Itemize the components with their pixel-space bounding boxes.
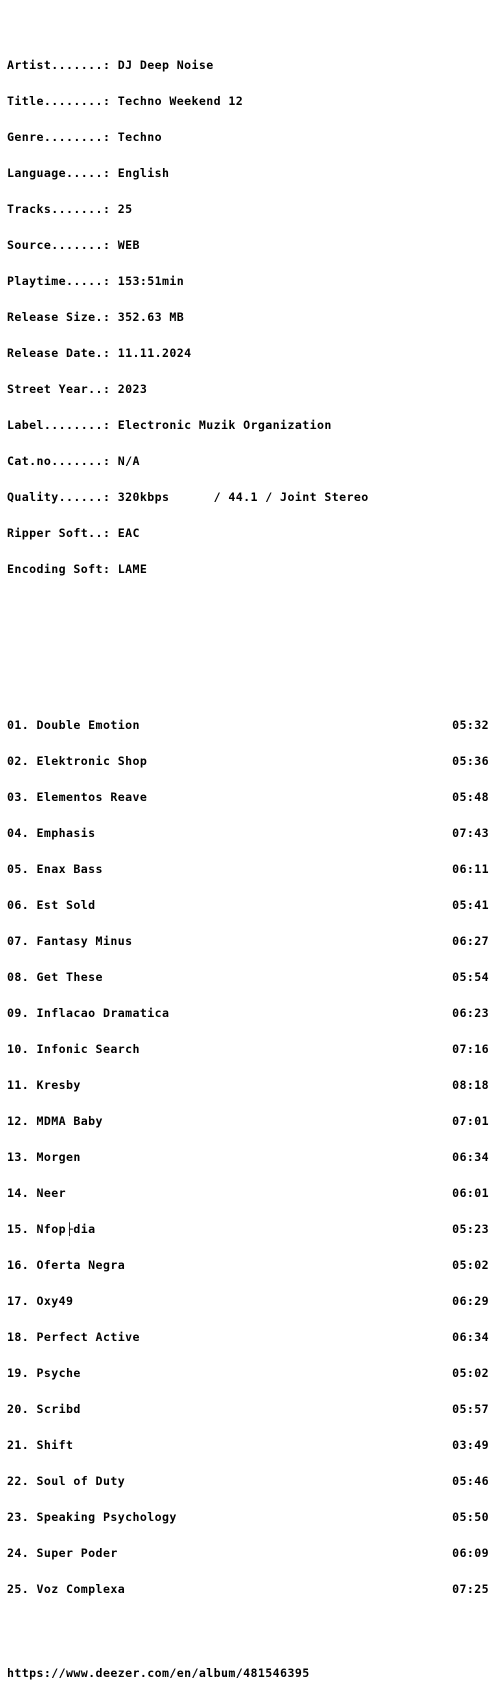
track-time: 06:34: [452, 1330, 489, 1344]
track-title: 03. Elementos Reave: [7, 790, 148, 804]
catno-line: Cat.no.......: N/A: [7, 454, 140, 468]
track-time: 06:27: [452, 934, 489, 948]
track-row: [7, 1439, 489, 1451]
track-row: [7, 827, 489, 839]
release-date-line: Release Date.: 11.11.2024: [7, 346, 192, 360]
track-title: 12. MDMA Baby: [7, 1114, 103, 1128]
ripper-soft-line: Ripper Soft..: EAC: [7, 526, 140, 540]
track-title: 07. Fantasy Minus: [7, 934, 133, 948]
track-title: 09. Inflacao Dramatica: [7, 1006, 170, 1020]
track-title: 04. Emphasis: [7, 826, 96, 840]
track-row: [7, 899, 489, 911]
track-row: [7, 1115, 489, 1127]
track-title: 16. Oferta Negra: [7, 1258, 126, 1272]
spacer: [7, 635, 489, 659]
track-title: 23. Speaking Psychology: [7, 1510, 177, 1524]
track-row: [7, 1547, 489, 1559]
track-row: [7, 1187, 489, 1199]
playtime-line: Playtime.....: 153:51min: [7, 274, 185, 288]
track-title: 17. Oxy49: [7, 1294, 74, 1308]
track-time: 03:49: [452, 1438, 489, 1452]
track-time: 05:02: [452, 1366, 489, 1380]
track-time: 05:46: [452, 1474, 489, 1488]
track-time: 06:23: [452, 1006, 489, 1020]
track-time: 06:11: [452, 862, 489, 876]
encoding-soft-line: Encoding Soft: LAME: [7, 562, 148, 576]
track-time: 06:09: [452, 1546, 489, 1560]
track-time: 05:23: [452, 1222, 489, 1236]
release-size-line: Release Size.: 352.63 MB: [7, 310, 185, 324]
track-time: 05:57: [452, 1402, 489, 1416]
track-time: 07:43: [452, 826, 489, 840]
title-line: Title........: Techno Weekend 12: [7, 94, 244, 108]
track-row: [7, 1043, 489, 1055]
track-time: 05:02: [452, 1258, 489, 1272]
track-row: [7, 971, 489, 983]
track-title: 11. Kresby: [7, 1078, 81, 1092]
track-title: 02. Elektronic Shop: [7, 754, 148, 768]
track-title: 20. Scribd: [7, 1402, 81, 1416]
track-title: 21. Shift: [7, 1438, 74, 1452]
quality-line: Quality......: 320kbps / 44.1 / Joint Stereo: [7, 490, 369, 504]
release-info: [7, 35, 489, 599]
track-row: [7, 1367, 489, 1379]
track-row: [7, 935, 489, 947]
genre-line: Genre........: Techno: [7, 130, 162, 144]
track-title: 24. Super Poder: [7, 1546, 118, 1560]
source-line: Source.......: WEB: [7, 238, 140, 252]
track-time: 06:34: [452, 1150, 489, 1164]
track-row: [7, 1079, 489, 1091]
track-time: 06:01: [452, 1186, 489, 1200]
track-title: 13. Morgen: [7, 1150, 81, 1164]
track-time: 05:41: [452, 898, 489, 912]
track-row: [7, 1151, 489, 1163]
album-url-link[interactable]: https://www.deezer.com/en/album/481546395: [7, 1666, 310, 1680]
track-row: [7, 1403, 489, 1415]
track-row: [7, 1223, 489, 1235]
track-row: [7, 1583, 489, 1595]
track-time: 05:48: [452, 790, 489, 804]
track-time: 05:50: [452, 1510, 489, 1524]
street-year-line: Street Year..: 2023: [7, 382, 148, 396]
track-row: [7, 863, 489, 875]
artist-line: Artist.......: DJ Deep Noise: [7, 58, 214, 72]
track-row: [7, 719, 489, 731]
track-title: 14. Neer: [7, 1186, 67, 1200]
track-time: 08:18: [452, 1078, 489, 1092]
track-time: 05:32: [452, 718, 489, 732]
label-line: Label........: Electronic Muzik Organization: [7, 418, 332, 432]
track-row: [7, 1331, 489, 1343]
track-title: 10. Infonic Search: [7, 1042, 140, 1056]
track-row: [7, 1511, 489, 1523]
track-time: 06:29: [452, 1294, 489, 1308]
track-title: 05. Enax Bass: [7, 862, 103, 876]
track-title: 25. Voz Complexa: [7, 1582, 126, 1596]
track-row: [7, 755, 489, 767]
track-title: 22. Soul of Duty: [7, 1474, 126, 1488]
track-title: 08. Get These: [7, 970, 103, 984]
track-title: 15. Nfop├dia: [7, 1222, 96, 1236]
track-row: [7, 1007, 489, 1019]
track-title: 06. Est Sold: [7, 898, 96, 912]
track-time: 07:25: [452, 1582, 489, 1596]
track-time: 07:01: [452, 1114, 489, 1128]
track-row: [7, 791, 489, 803]
nfo-document: [7, 11, 489, 1691]
track-title: 19. Psyche: [7, 1366, 81, 1380]
tracklist: [7, 695, 489, 1619]
track-title: 18. Perfect Active: [7, 1330, 140, 1344]
track-time: 05:54: [452, 970, 489, 984]
language-line: Language.....: English: [7, 166, 170, 180]
track-row: [7, 1259, 489, 1271]
track-title: 01. Double Emotion: [7, 718, 140, 732]
track-time: 05:36: [452, 754, 489, 768]
track-row: [7, 1475, 489, 1487]
track-time: 07:16: [452, 1042, 489, 1056]
track-row: [7, 1295, 489, 1307]
tracks-count-line: Tracks.......: 25: [7, 202, 133, 216]
